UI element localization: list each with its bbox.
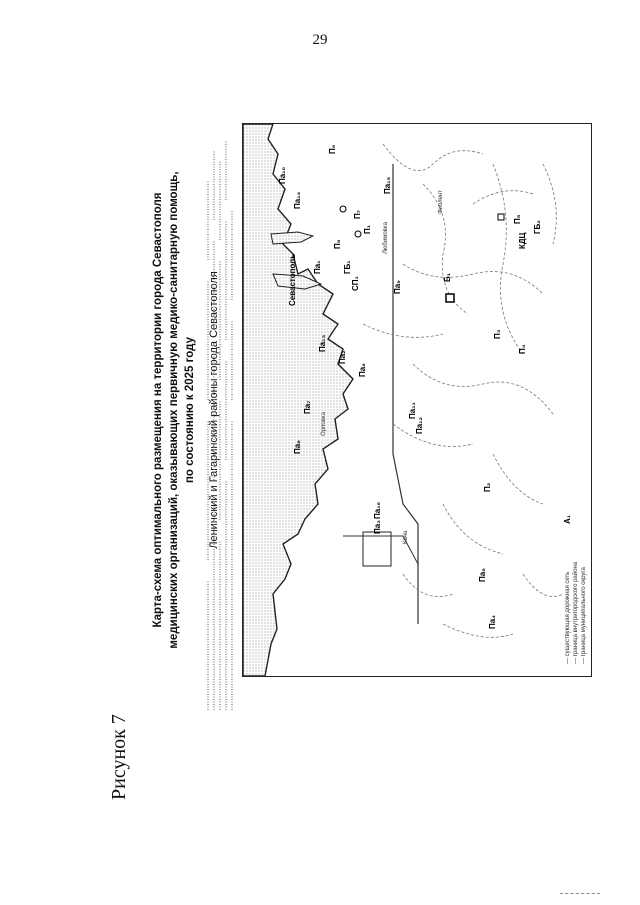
place-label-kacha: Кача — [403, 530, 409, 544]
facility-label: Па₉ — [393, 280, 402, 294]
facility-label: Па₁₅ — [383, 176, 392, 194]
place-label-orlovka: Орловка — [321, 412, 327, 436]
map-legend-line: — граница внутригородского района — [573, 561, 579, 664]
legend-block — [205, 120, 235, 880]
facility-label: П₇ — [353, 210, 362, 219]
facility-label: Па₁₄ — [293, 191, 302, 209]
road-12 — [473, 191, 533, 204]
facility-label: П₄ — [518, 344, 527, 354]
facility-label: Па₇ — [303, 400, 312, 414]
facility-label: Па₄ — [488, 614, 497, 629]
facility-label: ГБ₁ — [343, 260, 352, 274]
road-14 — [443, 624, 513, 637]
facility-label: П₃ — [493, 329, 502, 339]
facility-label: Па₅ — [478, 568, 487, 582]
facility-circle-2 — [355, 231, 361, 237]
legend-lines-graphic — [205, 120, 235, 880]
map-frame — [242, 123, 592, 677]
road-5 — [363, 324, 443, 337]
inset-rectangle — [363, 532, 391, 566]
road-4 — [403, 264, 543, 294]
road-7 — [393, 424, 473, 447]
map-legend-line: — граница муниципального округа — [581, 567, 587, 664]
facility-label: П₂ — [483, 482, 492, 492]
road-6 — [413, 364, 553, 414]
facility-label: Па₁₃ — [318, 334, 327, 352]
title-line-1: Карта-схема оптимального размещения на территории города Севастополя — [152, 192, 164, 628]
road-8 — [493, 454, 543, 504]
facility-label: КДЦ — [518, 232, 527, 249]
map-subtitle: Ленинский и Гагаринский районы города Севастополя — [208, 271, 220, 549]
bottom-rule — [560, 893, 600, 894]
figure-label: Рисунок 7 — [108, 714, 130, 800]
road-10 — [523, 574, 563, 597]
facility-circle-1 — [340, 206, 346, 212]
facility-square-2 — [498, 214, 504, 220]
facility-label: Па₁₂ — [415, 416, 424, 434]
facility-label: Па₁₀ — [278, 166, 287, 184]
title-line-3: по состоянию к 2025 году — [184, 337, 196, 484]
city-label: Севастополь — [288, 253, 297, 306]
facility-label: П₆ — [328, 144, 337, 154]
place-label-fiolent: Фиолент — [438, 189, 444, 214]
page-number: 29 — [312, 32, 328, 48]
title-line-2: медицинских организаций, оказывающих первичную медико-санитарную помощь, — [168, 171, 180, 649]
facility-label: Па₂ — [338, 350, 347, 364]
facility-label: Па₁₁ — [408, 402, 417, 419]
place-label-lyubimovka: Любимовка — [383, 222, 389, 254]
facility-label: Б₁ — [443, 272, 452, 282]
facility-label: П₈ — [333, 239, 342, 249]
road-1 — [383, 144, 483, 171]
facility-label: П₅ — [513, 214, 522, 224]
road-9 — [443, 504, 503, 554]
facility-square-1 — [446, 294, 454, 302]
road-11 — [403, 574, 453, 597]
district-boundary — [393, 164, 418, 624]
facility-label: П₁ — [363, 224, 372, 234]
facility-label: Па₁ — [313, 260, 322, 274]
facility-label: А₁ — [563, 514, 572, 524]
map-legend-line: — существующая дорожная сеть — [565, 571, 571, 664]
facility-label: ГБ₂ — [533, 220, 542, 234]
facility-label: СП₁ — [351, 276, 360, 291]
bay-north — [271, 232, 313, 244]
road-13 — [543, 164, 556, 244]
facility-label: Па₃ — [373, 520, 382, 534]
facility-label: Па₁₆ — [373, 501, 382, 519]
facility-label: Па₈ — [293, 440, 302, 454]
facility-label: Па₆ — [358, 363, 367, 377]
